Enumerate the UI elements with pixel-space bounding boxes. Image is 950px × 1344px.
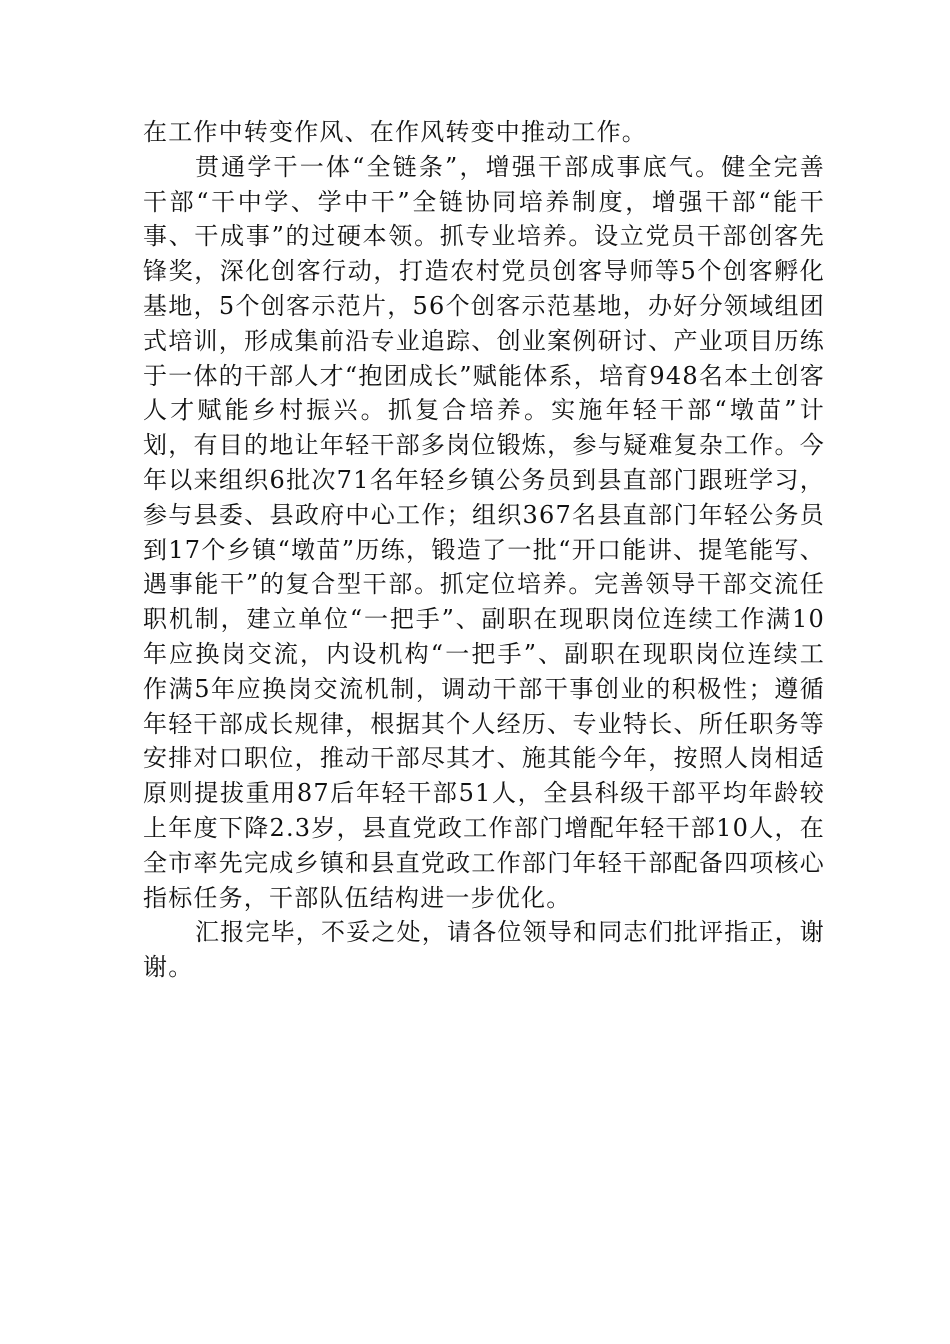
paragraph-cadre-training: 贯通学干一体“全链条”，增强干部成事底气。健全完善干部“干中学、学中干”全链协同培养制度，增强干部“能干事、干成事”的过硬本领。抓专业培养。设立党员干部创客先锋奖，深化创客行动，打造农村党员创客导师等5个创客孵化基地，5个创客示范片，56个创客示范基地，办好分领域组团式培训，形成集前沿专业追踪、创业案例研讨、产业项目历练于一体的干部人才“抱团成长”赋能体系，培育948名本土创客人才赋能乡村振兴。抓复合培养。实施年轻干部“墩苗”计划，有目的地让年轻干部多岗位锻炼，参与疑难复杂工作。今年以来组织6批次71名年轻乡镇公务员到县直部门跟班学习，参与县委、县政府中心工作；组织367名县直部门年轻公务员到17个乡镇“墩苗”历练，锻造了一批“开口能讲、提笔能写、遇事能干”的复合型干部。抓定位培养。完善领导干部交流任职机制，建立单位“一把手”、副职在现职岗位连续工作满10年应换岗交流，内设机构“一把手”、副职在现职岗位连续工作满5年应换岗交流机制，调动干部干事创业的积极性；遵循年轻干部成长规律，根据其个人经历、专业特长、所任职务等安排对口职位，推动干部尽其才、施其能今年，按照人岗相适原则提拔重用87后年轻干部51人，全县科级干部平均年龄较上年度下降2.3岁，县直党政工作部门增配年轻干部10人，在全市率先完成乡镇和县直党政工作部门年轻干部配备四项核心指标任务，干部队伍结构进一步优化。	[143, 152, 825, 912]
paragraph-closing: 汇报完毕，不妥之处，请各位领导和同志们批评指正，谢谢。	[143, 918, 825, 982]
paragraph-intro-continuation: 在工作中转变作风、在作风转变中推动工作。	[143, 118, 647, 146]
document-body	[143, 115, 825, 985]
